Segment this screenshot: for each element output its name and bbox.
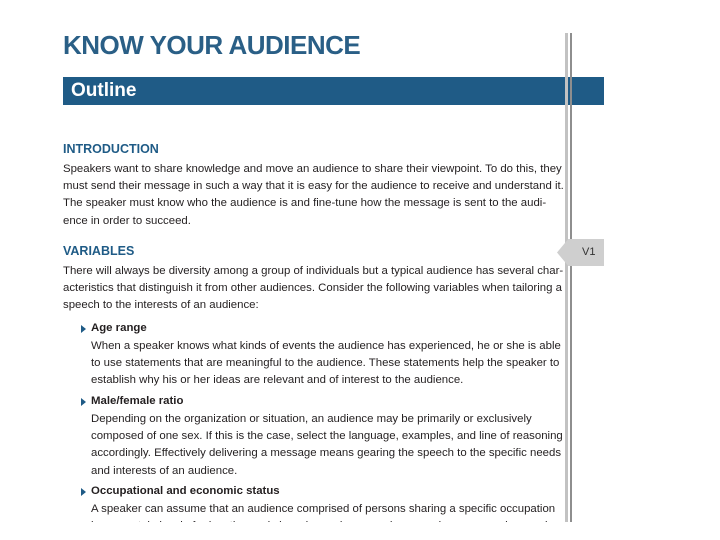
text-line: composed of one sex. If this is the case, select the language, examples, and line of reasoning — [91, 430, 563, 443]
bullet-body-age-range — [91, 338, 561, 390]
text-line: establish why his or her ideas are relevant and of interest to the audience. — [91, 374, 464, 387]
page-edge-rule — [565, 33, 568, 522]
page-title: KNOW YOUR AUDIENCE — [63, 30, 361, 60]
text-line: ence in order to succeed. — [63, 214, 191, 227]
text-line: acteristics that distinguish it from other audiences. Consider the following variables when tailoring a — [63, 282, 562, 295]
bullet-arrow-icon — [81, 398, 86, 406]
bullet-title-age-range: Age range — [91, 322, 147, 334]
bullet-arrow-icon — [81, 325, 86, 333]
text-line: The speaker must know who the audience is and fine-tune how the message is sent to the audi- — [63, 197, 547, 210]
page-edge-rule-dark — [570, 33, 572, 522]
text-line: When a speaker knows what kinds of events the audience has experienced, he or she is able — [91, 340, 561, 352]
variables-paragraph — [63, 263, 564, 315]
text-line: There will always be diversity among a group of individuals but a typical audience has several char- — [63, 265, 564, 277]
text-line: Depending on the organization or situation, an audience may be primarily or exclusively — [91, 413, 532, 425]
page-tab-label: V1 — [582, 246, 596, 258]
text-line: A speaker can assume that an audience comprised of persons sharing a specific occupation — [91, 503, 556, 515]
section-heading-introduction: INTRODUCTION — [63, 142, 159, 156]
bullet-arrow-icon — [81, 488, 86, 496]
text-line: must send their message in such a way that it is easy for the audience to receive and understand it. — [63, 180, 564, 193]
bullet-title-occupational-status: Occupational and economic status — [91, 485, 280, 497]
outline-banner — [63, 77, 604, 105]
text-line: accordingly. Effectively delivering a message means gearing the speech to the specific needs — [91, 447, 562, 460]
outline-label: Outline — [71, 80, 137, 101]
text-line: and interests of an audience. — [91, 464, 238, 477]
text-line: speech to the interests of an audience: — [63, 299, 259, 312]
page-bottom-clip — [0, 522, 720, 540]
section-heading-variables: VARIABLES — [63, 244, 135, 258]
bullet-title-male-female-ratio: Male/female ratio — [91, 395, 184, 407]
text-line: to use statements that are meaningful to the audience. These statements help the speaker to — [91, 357, 560, 370]
text-line: Speakers want to share knowledge and move an audience to share their viewpoint. To do this, they — [63, 163, 562, 175]
introduction-paragraph — [63, 161, 564, 230]
bullet-body-male-female-ratio — [91, 411, 563, 480]
